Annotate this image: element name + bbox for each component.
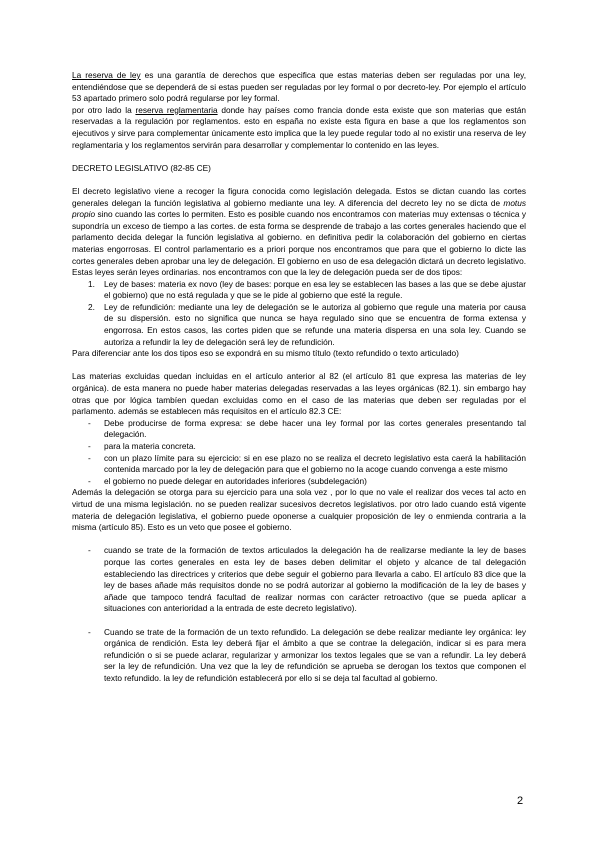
- list-item-text: Cuando se trate de la formación de un texto refundido. La delegación se debe realizar mediante ley orgánica: ley orgánica de rendición. Esta ley deberá fijar el ámbito a que se contrae la delegación, indicar si es para mera refundición o si se puede aclarar, regularizar y armonizar los textos legales que se van a refundir. La ley deberá ser la ley de refundición. Una vez que la ley de refundición se aprueba se derogan los textos que componen el texto refundido. la ley de refundición establecerá por ello si se deja tal facultad al gobierno.: [104, 626, 526, 683]
- paragraph-diferenciar: Para diferenciar ante los dos tipos eso se expondrá en su mismo título (texto refundido o texto articulado): [72, 348, 459, 359]
- list-item: [72, 279, 526, 302]
- list-item-text: Debe producirse de forma expresa: se debe hacer una ley formal por las cortes generales presentando tal delegación.: [104, 417, 526, 440]
- requirements-list: [72, 418, 526, 488]
- list-item-text: con un plazo límite para su ejercicio: si en ese plazo no se realiza el decreto legislativo esta caerá la habilitación contenida marcado por la ley de delegación para que el gobierno no la acoge cuando convenga a este mismo: [104, 452, 526, 475]
- list-item: [72, 302, 526, 348]
- emphasis-text: motus propio: [72, 197, 526, 220]
- paragraph-reserva-reglamentaria: [72, 105, 526, 151]
- paragraph-text: El decreto legislativo viene a recoger la figura conocida como legislación delegada. Estos se dictan cuando las cortes generales delegan la función legislativa al gobierno mediante una ley. A diferencia del decreto ley no se dicta de: [72, 185, 526, 208]
- paragraph-text: sino cuando las cortes lo permiten. Esto es posible cuando nos encontramos con materias muy extensas o técnica y supondría un exceso de tiempo a las cortes. de esta forma se desprende de trabajo a las cortes generales haciendo que el parlamento decida delegar la función legislativa al gobierno. en definitiva pedir la colaboración del gobierno en ciertas materias engorrosas. El control parlamentario es a priori porque nos encontramos que para que el gobierno lo dicte las cortes generales deben aprobar una ley de delegación. El gobierno en uso de esa delegación dictará un decreto legislativo. Estas leyes serán leyes ordinarias. nos encontramos con que la ley de delegación pueda ser de dos tipos:: [72, 209, 526, 278]
- cases-list: [72, 545, 526, 615]
- term-reserva-reglamentaria: reserva reglamentaria: [135, 104, 218, 115]
- list-number: 1.: [88, 278, 95, 289]
- list-number: 2.: [88, 301, 95, 312]
- paragraph-ademas: Además la delegación se otorga para su ejercicio para una sola vez , por lo que no vale el realizar dos veces tal acto en virtud de una misma legislación. no se pueden realizar sucesivos decretos legislativos. por otro lado cuando está vigente materia de delegación legislativa, el gobierno puede oponerse a cualquier proposición de ley o enmienda contraria a la misma (artículo 85). Esto es un veto que posee el gobierno.: [72, 487, 526, 533]
- list-item-text: Ley de refundición: mediante una ley de delegación se le autoriza al gobierno que regule una materia por causa de su dispersión. esto no significa que nunca se haya regulado sino que se encuentra de forma extensa y engorrosa. En estos casos, las cortes piden que se refunde una materia dispersa en una sola ley. Cuando se autoriza a refundir la ley de delegación será ley de refundición.: [104, 301, 526, 347]
- list-bullet: -: [88, 475, 91, 486]
- document-body: [72, 70, 526, 684]
- paragraph-text: por otro lado la: [72, 104, 136, 115]
- list-item: [72, 476, 526, 488]
- page-number: 2: [517, 795, 524, 807]
- term-reserva-de-ley: La reserva de ley: [72, 70, 141, 80]
- paragraph-text: donde hay países como francia donde esta existe que son materias que están reservadas a la regulación por reglamentos. esto en españa no existe esta figura en base a que los reglamentos son ejecutivos y sirve para complementar únicamente esto implica que la ley puede regular todo al no existir una reserva de ley reglamentaria y los reglamentos servirán para desarrollar y complementar lo contenido en las leyes.: [72, 104, 527, 150]
- list-bullet: -: [88, 417, 91, 428]
- list-item: [72, 453, 526, 476]
- list-item: [72, 627, 526, 685]
- list-item: [72, 545, 526, 615]
- list-item-text: para la materia concreta.: [104, 441, 196, 451]
- section-heading: DECRETO LEGISLATIVO (82-85 CE): [72, 162, 211, 173]
- list-item-text: el gobierno no puede delegar en autoridades inferiores (subdelegación): [104, 475, 367, 486]
- list-item: [72, 418, 526, 441]
- list-item-text: cuando se trate de la formación de textos articulados la delegación ha de realizarse mediante la ley de bases porque las cortes generales en esta ley de bases deben delimitar el objeto y alcance de tal delegación estableciendo las directrices y criterios que debe seguir el gobierno para llevarla a cabo. El artículo 83 dice que la ley de bases añade más requisitos donde no se podrá autorizar al gobierno la modificación de la ley de bases y añade que tampoco tendrá facultad de realizar normas con carácter retroactivo (que se pueda aplicar a situaciones con anterioridad a la entrada de este decreto legislativo).: [104, 545, 526, 614]
- paragraph-reserva-de-ley: [72, 70, 526, 105]
- list-bullet: -: [88, 545, 91, 556]
- paragraph-materias-excluidas: Las materias excluidas quedan incluidas en el artículo anterior al 82 (el artículo 81 que expresa las materias de ley orgánica). de esta manera no puede haber materias delegadas reservadas a las leyes orgánicas (82.1). sin embargo hay otras que por lógica tambíen quedan excluidas como en el caso de las materias que deben ser reguladas por el parlamento. además se establecen más requisitos en el artículo 82.3 CE:: [72, 371, 526, 417]
- list-item-text: Ley de bases: materia ex novo (ley de bases: porque en esa ley se establecen las bases a las que se debe ajustar el gobierno) que no está regulada y que se le pide al gobierno que esté la regule.: [104, 278, 526, 301]
- cases-list-2: [72, 627, 526, 685]
- list-bullet: -: [88, 452, 91, 463]
- list-item: [72, 441, 526, 453]
- delegation-types-list: [72, 279, 526, 349]
- paragraph-decreto-legislativo: [72, 186, 526, 279]
- list-bullet: -: [88, 626, 91, 637]
- paragraph-text: es una garantía de derechos que especifica que estas materias deben ser reguladas por una ley, entendiéndose que se dependerá de si estas pueden ser reguladas por ley formal o por decreto-ley. Por ejemplo el artículo 53 apartado primero solo podrá regularse por ley formal.: [72, 70, 527, 104]
- list-bullet: -: [88, 441, 91, 451]
